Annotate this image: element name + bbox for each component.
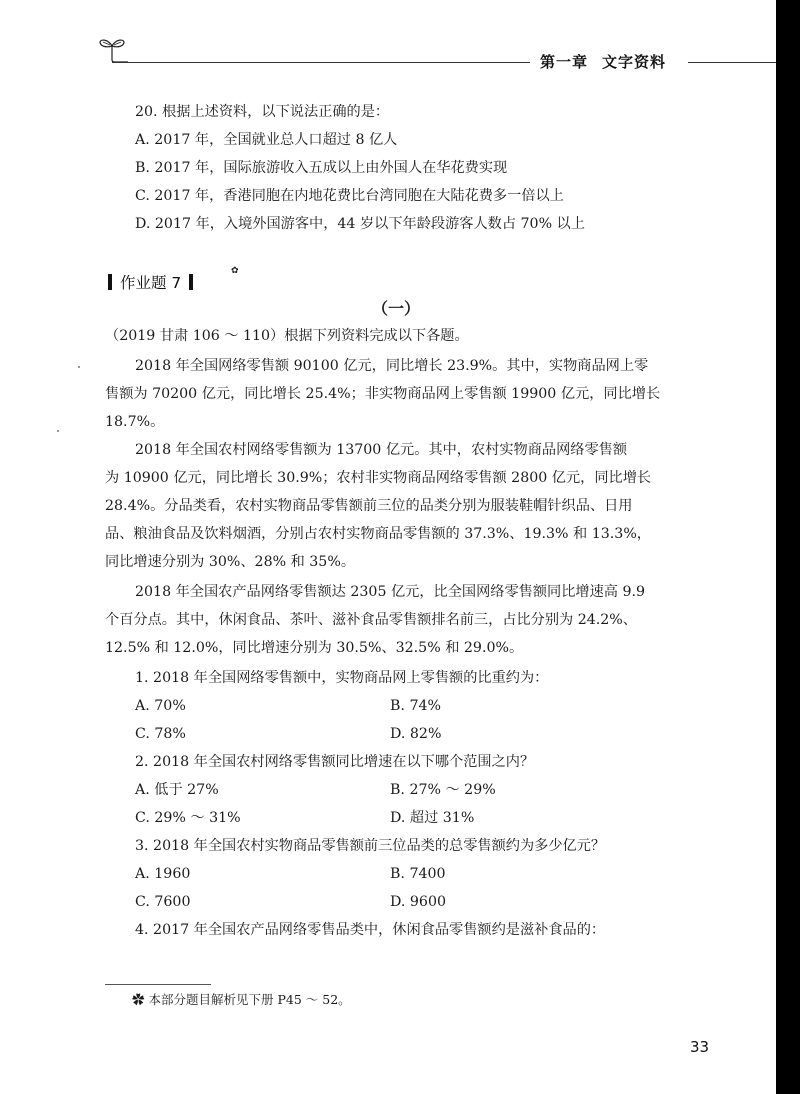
question-20-option-b: B. 2017 年，国际旅游收入五成以上由外国人在华花费实现 — [135, 160, 508, 176]
footnote-flower-icon: ✿ — [231, 266, 239, 276]
header-rule-right — [688, 62, 776, 63]
heading-bar-right — [189, 274, 193, 290]
question-3-option-b: B. 7400 — [390, 866, 446, 882]
running-header — [540, 51, 666, 72]
passage-p2-line-4: 品、粮油食品及饮料烟酒，分别占农村实物商品零售额的 37.3%、19.3% 和 13.3%， — [105, 526, 651, 542]
question-1-option-d: D. 82% — [390, 726, 442, 742]
source-line: （2019 甘肃 106 ～ 110）根据下列资料完成以下各题。 — [105, 328, 469, 344]
passage-p1-line-3: 18.7%。 — [105, 414, 165, 430]
question-3-option-c: C. 7600 — [135, 894, 191, 910]
passage-p2-line-2: 为 10900 亿元，同比增长 30.9%；农村非实物商品网络零售额 2800 亿元，同比增长 — [105, 470, 652, 486]
passage-p2-line-3: 28.4%。分品类看，农村实物商品零售额前三位的品类分别为服装鞋帽针织品、日用 — [105, 498, 633, 514]
question-1-option-c: C. 78% — [135, 726, 186, 742]
homework-heading — [108, 271, 193, 293]
question-2-option-c: C. 29% ～ 31% — [135, 810, 241, 826]
passage-p1-line-1: 2018 年全国网络零售额 90100 亿元，同比增长 23.9%。其中，实物商品网上零 — [135, 358, 649, 374]
scan-edge-bar — [776, 0, 800, 1094]
question-20-option-a: A. 2017 年，全国就业总人口超过 8 亿人 — [135, 132, 398, 148]
question-1-stem: 1. 2018 年全国网络零售额中，实物商品网上零售额的比重约为： — [135, 670, 549, 686]
passage-p1-line-2: 售额为 70200 亿元，同比增长 25.4%；非实物商品网上零售额 19900 亿元，同比增长 — [105, 386, 661, 402]
footnote-flower-icon: ✿ — [132, 992, 145, 1007]
question-4-stem: 4. 2017 年全国农产品网络零售品类中，休闲食品零售额约是滋补食品的： — [135, 922, 606, 938]
question-1-option-a: A. 70% — [135, 698, 186, 714]
scan-speck — [57, 430, 59, 432]
passage-p2-line-1: 2018 年全国农村网络零售额为 13700 亿元。其中，农村实物商品网络零售额 — [135, 442, 628, 458]
part-title: （一） — [372, 299, 421, 318]
heading-bar-left — [108, 274, 112, 290]
question-2-option-d: D. 超过 31% — [390, 810, 475, 826]
section-label: 文字资料 — [602, 53, 667, 71]
page-number: 33 — [690, 1038, 710, 1056]
chapter-label: 第一章 — [540, 53, 589, 71]
passage-p3-line-2: 个百分点。其中，休闲食品、茶叶、滋补食品零售额排名前三，占比分别为 24.2%、 — [105, 612, 637, 628]
footnote-separator — [105, 984, 211, 985]
question-3-option-d: D. 9600 — [390, 894, 446, 910]
passage-p2-line-5: 同比增速分别为 30%、28% 和 35%。 — [105, 554, 356, 570]
homework-label: 作业题 7 — [120, 274, 182, 292]
question-3-option-a: A. 1960 — [135, 866, 191, 882]
question-1-option-b: B. 74% — [390, 698, 441, 714]
question-3-stem: 3. 2018 年全国农村实物商品零售额前三位品类的总零售额约为多少亿元？ — [135, 838, 606, 854]
question-2-option-b: B. 27% ～ 29% — [390, 782, 496, 798]
passage-p3-line-3: 12.5% 和 12.0%，同比增速分别为 30.5%、32.5% 和 29.0%。 — [105, 640, 524, 656]
question-2-stem: 2. 2018 年全国农村网络零售额同比增速在以下哪个范围之内？ — [135, 754, 535, 770]
scan-speck — [78, 366, 80, 368]
question-20-option-d: D. 2017 年，入境外国游客中，44 岁以下年龄段游客人数占 70% 以上 — [135, 216, 585, 232]
footnote-text: 本部分题目解析见下册 P45 ～ 52。 — [148, 992, 351, 1007]
question-2-option-a: A. 低于 27% — [135, 782, 219, 798]
sprout-icon — [98, 36, 128, 68]
header-rule-left — [112, 62, 530, 63]
question-20-stem: 20. 根据上述资料，以下说法正确的是： — [135, 104, 390, 120]
question-20-option-c: C. 2017 年，香港同胞在内地花费比台湾同胞在大陆花费多一倍以上 — [135, 188, 564, 204]
footnote — [132, 990, 351, 1008]
passage-p3-line-1: 2018 年全国农产品网络零售额达 2305 亿元，比全国网络零售额同比增速高 9.9 — [135, 584, 646, 600]
